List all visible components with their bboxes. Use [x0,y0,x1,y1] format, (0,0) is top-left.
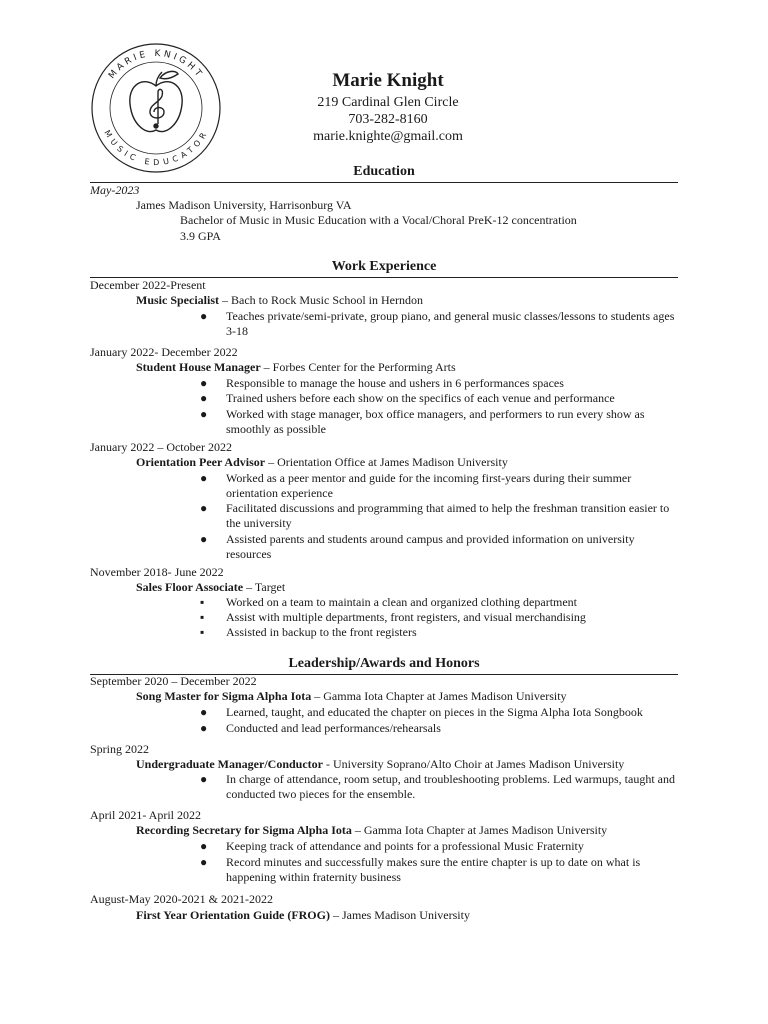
job-role: Orientation Peer Advisor [136,455,266,469]
bullet-text: Keeping track of attendance and points for a professional Music Fraternity [226,839,584,853]
bullet-icon: ▪ [200,625,205,639]
bullet-text: Trained ushers before each show on the specifics of each venue and performance [226,391,615,405]
leadership-title-line [136,689,567,704]
job-role: Student House Manager [136,360,261,374]
address: 219 Cardinal Glen Circle [317,95,459,110]
bullet-text: Worked as a peer mentor and guide for the incoming first-years during their summer orientation experience [226,471,632,500]
job-title-line [136,455,508,470]
bullet-icon: ● [200,532,208,546]
leadership-role: Undergraduate Manager/Conductor [136,757,323,771]
education-school: James Madison University, Harrisonburg VA [136,198,352,212]
leadership-date: April 2021- April 2022 [90,808,201,822]
bullet-icon: ● [200,391,208,405]
leadership-role: Recording Secretary for Sigma Alpha Iota [136,823,352,837]
leadership-role: Song Master for Sigma Alpha Iota [136,689,312,703]
leadership-title-line [136,823,607,838]
leadership-date: Spring 2022 [90,742,150,756]
bullet-text: Conducted and lead performances/rehearsals [226,721,441,735]
bullet-text: Facilitated discussions and programming that aimed to help the freshman transition easier to the university [226,501,670,530]
bullet-text: Assisted parents and students around campus and provided information on university resources [226,532,635,561]
leadership-org: – Gamma Iota Chapter at James Madison University [311,689,567,703]
person-name: Marie Knight [332,70,444,91]
job-title-line [136,580,285,595]
education-degree: Bachelor of Music in Music Education with a Vocal/Choral PreK-12 concentration [180,213,577,227]
job-date: January 2022 – October 2022 [90,440,232,454]
bullet-text: Worked with stage manager, box office managers, and performers to run every show as smoothly as possible [226,407,645,436]
logo-bottom-text: MUSIC EDUCATOR [102,128,210,168]
leadership-heading: Leadership/Awards and Honors [90,656,678,675]
logo-top-text: MARIE KNIGHT [107,48,205,81]
education-date: May-2023 [90,183,140,197]
bullet-text: Learned, taught, and educated the chapter on pieces in the Sigma Alpha Iota Songbook [226,705,643,719]
bullet-icon: ● [200,772,208,786]
job-date: December 2022-Present [90,278,206,292]
bullet-icon: ● [200,471,208,485]
education-heading: Education [90,164,678,183]
job-title-line [136,293,423,308]
job-org: – Target [243,580,286,594]
job-org: – Orientation Office at James Madison University [265,455,508,469]
bullet-icon: ● [200,501,208,515]
phone: 703-282-8160 [348,112,428,127]
bullet-text: Assist with multiple departments, front registers, and visual merchandising [226,610,586,624]
bullet-icon: ● [200,705,208,719]
work-heading: Work Experience [90,259,678,278]
bullet-text: Assisted in backup to the front registers [226,625,417,639]
education-gpa: 3.9 GPA [180,229,221,243]
bullet-text: Teaches private/semi-private, group piano, and general music classes/lessons to students ages 3-18 [226,309,675,338]
apple-treble-clef-icon [130,71,182,131]
email: marie.knighte@gmail.com [313,129,463,144]
bullet-text: Record minutes and successfully makes sure the entire chapter is up to date on what is happening within fraternity business [226,855,641,884]
bullet-icon: ● [200,721,208,735]
bullet-icon: ● [200,309,208,323]
job-title-line [136,360,456,375]
bullet-text: Responsible to manage the house and ushers in 6 performances spaces [226,376,564,390]
logo-seal [90,42,222,174]
job-role: Sales Floor Associate [136,580,244,594]
job-date: November 2018- June 2022 [90,565,224,579]
bullet-icon: ● [200,376,208,390]
leadership-role: First Year Orientation Guide (FROG) [136,908,330,922]
leadership-date: September 2020 – December 2022 [90,674,257,688]
job-date: January 2022- December 2022 [90,345,238,359]
bullet-text: In charge of attendance, room setup, and troubleshooting problems. Led warmups, taught and conducted two pieces for the ensemble. [226,772,675,801]
leadership-org: - University Soprano/Alto Choir at James Madison University [322,757,625,771]
bullet-icon: ▪ [200,610,205,624]
bullet-text: Worked on a team to maintain a clean and organized clothing department [226,595,578,609]
leadership-title-line [136,757,624,772]
bullet-icon: ● [200,855,208,869]
leadership-title-line [136,908,470,923]
job-role: Music Specialist [136,293,219,307]
job-org: – Forbes Center for the Performing Arts [260,360,456,374]
bullet-icon: ▪ [200,595,205,609]
job-org: – Bach to Rock Music School in Herndon [219,293,423,307]
bullet-icon: ● [200,407,208,421]
leadership-org: – James Madison University [329,908,470,922]
bullet-icon: ● [200,839,208,853]
leadership-date: August-May 2020-2021 & 2021-2022 [90,892,273,906]
leadership-org: – Gamma Iota Chapter at James Madison University [351,823,608,837]
